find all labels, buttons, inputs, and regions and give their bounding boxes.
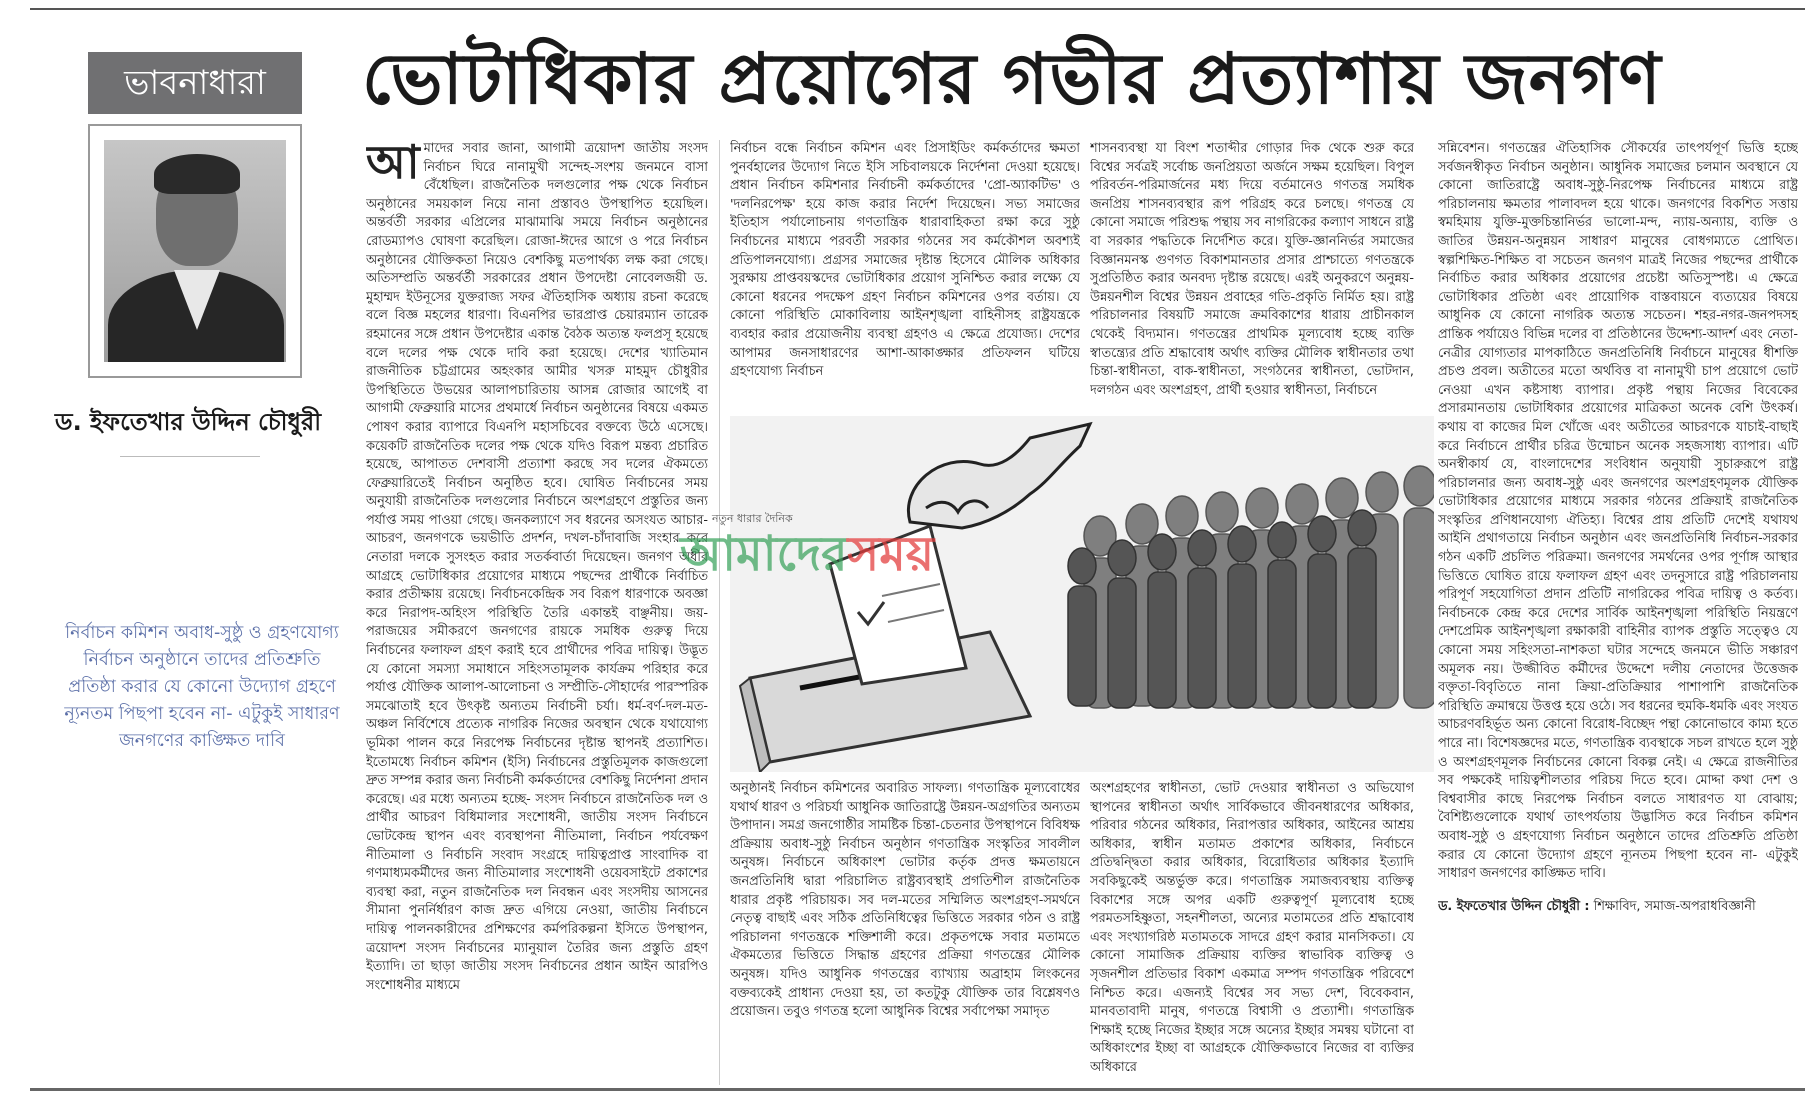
author-signature (1438, 898, 1798, 917)
watermark-tagline: নতুন ধারার দৈনিক (712, 512, 793, 525)
article-column-4 (1438, 140, 1798, 1085)
column-divider (719, 140, 720, 1085)
article-column-1 (366, 140, 708, 1085)
article-column-3-lower (1090, 780, 1414, 1085)
article-text: সন্নিবেশন। গণতন্ত্রের ঐতিহাসিক সৌকর্যের তাৎপর্যপূর্ণ ভিত্তি হচ্ছে সর্বজনস্বীকৃত নির্বাচন অনুষ্ঠান। আধুনিক সমাজের চলমান অবস্থানে যে কোনো জাতিরাষ্ট্রে অবাধ-সুষ্ঠু-নিরপেক্ষ নির্বাচনের মাধ্যমে রাষ্ট্র পরিচালনায় ক্ষমতার পালাবদল হয়ে থাকে। জনগণের বিকশিত সত্তায় স্বমহিমায় যুক্তি-মুক্তচিন্তানির্ভর ভালো-মন্দ, ন্যায়-অন্যায়, ব্যক্তি ও জাতির উন্নয়ন-অনুন্নয়ন সাধারণ মানুষের বোধগম্যতে প্রোথিত। স্বল্পশিক্ষিত-শিক্ষিত বা সচেতন জনগণ মাত্রই নিজের পছন্দের প্রার্থীকে নির্বাচিত করার অধিকার প্রয়োগের প্রচেষ্টা অতিসুস্পষ্ট। এ ক্ষেত্রে ভোটাধিকার প্রতিষ্ঠা এবং প্রায়োগিক বাস্তবায়নে ব্যত্যয়ের বিষয়ে আধুনিক যে কোনো নাগরিক অত্যন্ত সচেতন। শহর-নগর-জনপদসহ প্রান্তিক পর্যায়েও বিভিন্ন দলের বা প্রতিষ্ঠানের উদ্দেশ্য-আদর্শ এবং নেতা-নেত্রীর যোগ্যতার মাপকাঠিতে জনপ্রতিনিধি নির্বাচনে মানুষের ধীশক্তি প্রচণ্ড প্রবল। অতীতের মতো অর্থবিত্ত বা নানামুখী চাপ প্রয়োগে ভোট নেওয়া এখন কষ্টসাধ্য ব্যাপার। প্রকৃষ্ট পন্থায় নিজের বিবেকের প্রসারমানতায় ভোটাধিকার প্রয়োগের মাত্রিকতা অনেক বেশি উৎকর্ষ। কথায় বা কাজের মিল খোঁজে এবং অতীতের আচরণকে যাচাই-বাছাই করে নির্বাচনে প্রার্থীর চরিত্র উন্মোচন অনেক সহজসাধ্য ব্যাপার। এটি অনস্বীকার্য যে, বাংলাদেশের সংবিধান অনুযায়ী সুচারুরূপে রাষ্ট্র পরিচালনার জন্য অবাধ-সুষ্ঠু এবং জনগণের অংশগ্রহণমূলক যৌক্তিক ভোটাধিকার প্রয়োগের মাধ্যমে সরকার গঠনের প্রক্রিয়াই রাজনৈতিক সংস্কৃতির প্রণিধানযোগ্য ঐতিহ্য। বিশ্বের প্রায় প্রতিটি দেশেই যথাযথ আইনি প্রথাগতায়ে নির্বাচন অনুষ্ঠান এবং জনপ্রতিনিধি নির্বাচন-সরকার গঠন একটি প্রচলিত পরিক্রমা। জনগণের সমর্থনের ওপর পূর্ণাঙ্গ আস্থার ভিত্তিতে ঘোষিত রায়ে ফলাফল গ্রহণ এবং তদনুসারে রাষ্ট্র পরিচালনায় পরিপূর্ণ সহযোগিতা প্রদান প্রতিটি নাগরিকের পবিত্র দায়িত্ব ও কর্তব্য। নির্বাচনকে কেন্দ্র করে দেশের সার্বিক আইনশৃঙ্খলা পরিস্থিতি নিয়ন্ত্রণে দেশপ্রেমিক আইনশৃঙ্খলা রক্ষাকারী বাহিনীর ব্যাপক প্রস্তুতি সত্ত্বেও যে কোনো সময় সহিংসতা-নাশকতা ঘটার সন্দেহে জনমনে ভীতি সঞ্চারণ অমূলক নয়। উজ্জীবিত কর্মীদের উদ্দেশে দলীয় নেতাদের উত্তেজক বক্তৃতা-বিবৃতিতে নানা ক্রিয়া-প্রতিক্রিয়ার পাশাপাশি রাজনৈতিক পরিস্থিতি ক্রমান্বয়ে উত্তপ্ত হয়ে ওঠে। সব ধরনের হুমকি-ধমকি এবং সংযত আচরণবহির্ভূত অন্য কোনো বিরোধ-বিচ্ছেদ পন্থা কোনোভাবে কাম্য হতে পারে না। বিশেষজ্ঞদের মতে, গণতান্ত্রিক ব্যবস্থাকে সচল রাখতে হলে সুষ্ঠু ও অংশগ্রহণমূলক নির্বাচনের কোনো বিকল্প নেই। এ ক্ষেত্রে রাজনীতির সব পক্ষকেই দায়িত্বশীলতার পরিচয় দিতে হবে। মোদ্দা কথা দেশ ও বিশ্ববাসীর কাছে নিরপেক্ষ নির্বাচন বলতে সাধারণত যা বোঝায়; বৈশিষ্ট্যগুলোকে যথার্থ তাৎপর্যতায় উদ্ভাসিত করে নির্বাচন কমিশন অবাধ-সুষ্ঠু ও গ্রহণযোগ্য নির্বাচন অনুষ্ঠানে তাদের প্রতিশ্রুতি প্রতিষ্ঠা করার যে কোনো উদ্যোগ গ্রহণে ন্যূনতম পিছপা হবেন না- এটুকুই সাধারণ জনগণের কাঙ্ক্ষিত দাবি। (1438, 141, 1798, 882)
section-tag: ভাবনাধারা (88, 52, 302, 114)
author-photo (88, 124, 302, 378)
headline: ভোটাধিকার প্রয়োগের গভীর প্রত্যাশায় জনগণ (362, 37, 1662, 120)
article-text: অংশগ্রহণের স্বাধীনতা, ভোট দেওয়ার স্বাধীনতা ও অভিযোগ স্থাপনের স্বাধীনতা অর্থাৎ সার্বিকভাবে জীবনধারণের অধিকার, পরিবার গঠনের অধিকার, নিরাপত্তার অধিকার, আইনের আশ্রয় অধিকার, স্বাধীন মতামত প্রকাশের অধিকার, নির্বাচনে প্রতিদ্বন্দ্বিতা করার অধিকার, বিরোধিতার অধিকার ইত্যাদি সবকিছুকেই অন্তর্ভুক্ত করে। গণতান্ত্রিক সমাজব্যবস্থায় ব্যক্তিত্ব বিকাশের সঙ্গে অপর একটি গুরুত্বপূর্ণ মূল্যবোধ হচ্ছে পরমতসহিষ্ণুতা, সহনশীলতা, অন্যের মতামতের প্রতি শ্রদ্ধাবোধ এবং সংখ্যাগরিষ্ঠ মতামতকে সাদরে গ্রহণ করার মানসিকতা। যে কোনো সামাজিক প্রক্রিয়ায় ব্যক্তির স্বাভাবিক ব্যক্তিত্ব ও সৃজনশীল প্রতিভার বিকাশ একমাত্র সম্পদ গণতান্ত্রিক পরিবেশে নিশ্চিত করে। এজন্যই বিশ্বের সব সভ্য দেশ, বিবেকবান, মানবতাবাদী মানুষ, গণতন্ত্রে বিশ্বাসী ও প্রত্যাশী। গণতান্ত্রিক শিক্ষাই হচ্ছে নিজের ইচ্ছার সঙ্গে অন্যের ইচ্ছার সমন্বয় ঘটানো বা অধিকাংশের ইচ্ছা বা আগ্রহকে যৌক্তিকভাবে নিজের বা ব্যক্তির অধিকারে (1090, 781, 1414, 1075)
article-column-2 (730, 140, 1080, 406)
drop-cap: আ (366, 140, 420, 189)
portrait (104, 140, 286, 362)
article-text: নির্বাচন বন্ধে নির্বাচন কমিশন এবং প্রিসাইডিং কর্মকর্তাদের ক্ষমতা পুনর্বহালের উদ্যোগ নিতে ইসি সচিবালয়কে নির্দেশনা দেওয়া হয়েছে। প্রধান নির্বাচন কমিশনার নির্বাচনী কর্মকর্তাদের 'প্রো-অ্যাকটিভ' ও 'দলনিরপেক্ষ' হয়ে কাজ করার নির্দেশ দিয়েছেন। সভ্য সমাজের ইতিহাস পর্যালোচনায় গণতান্ত্রিক ধারাবাহিকতা রক্ষা করে সুষ্ঠু নির্বাচনের মাধ্যমে পরবর্তী সরকার গঠনের সব কর্মকৌশল অবশ্যই প্রতিপালনযোগ্য। প্রগ্রসর সমাজের দৃষ্টান্ত হিসেবে মৌলিক অধিকার সুরক্ষায় প্রাপ্তবয়স্কদের ভোটাধিকার প্রয়োগ সুনিশ্চিত করার লক্ষ্যে যে কোনো ধরনের পদক্ষেপ গ্রহণ নির্বাচন কমিশনের ওপর বর্তায়। যে কোনো পরিস্থিতি মোকাবিলায় আইনশৃঙ্খলা বাহিনীসহ রাষ্ট্রযন্ত্রকে ব্যবহার করার প্রয়োজনীয় ব্যবস্থা গ্রহণও এ ক্ষেত্রে প্রযোজ্য। দেশের আপামর জনসাধারণের আশা-আকাঙ্ক্ষার প্রতিফলন ঘটিয়ে গ্রহণযোগ্য নির্বাচন (730, 141, 1080, 380)
signature-name: ড. ইফতেখার উদ্দিন চৌধুরী : (1438, 898, 1590, 914)
watermark-part-b: সময় (847, 526, 935, 582)
article-text: শাসনব্যবস্থা যা বিংশ শতাব্দীর গোড়ার দিক থেকে শুরু করে বিশ্বের সর্বত্রই সর্বোচ্চ জনপ্রিয়তা অর্জনে সক্ষম হয়েছিল। বিপুল পরিবর্তন-পরিমার্জনের মধ্য দিয়ে বর্তমানেও গণতন্ত্র সমধিক জনপ্রিয় শাসনব্যবস্থার রূপ পরিগ্রহ করে চলছে। গণতন্ত্র যে কোনো সমাজে পরিশুদ্ধ পন্থায় সব নাগরিকের কল্যাণ সাধনে রাষ্ট্র বা সরকার পদ্ধতিকে নির্দেশিত করে। যুক্তি-জ্ঞাননির্ভর সমাজের বিজ্ঞানমনস্ক গুণগত বিকাশমানতার প্রসার প্রাশ্চাত্যে গণতন্ত্রকে সুপ্রতিষ্ঠিত করার অনবদ্য দৃষ্টান্ত রয়েছে। এরই অনুকরণে অনুন্নয়-উন্নয়নশীল বিশ্বের উন্নয়ন প্রবাহের গতি-প্রকৃতি নির্মিত হয়। রাষ্ট্র পরিচালনার বিষয়টি সমাজে ক্রমবিকাশের ধারায় প্রাচীনকাল থেকেই বিদ্যমান। গণতন্ত্রের প্রাথমিক মূল্যবোধ হচ্ছে ব্যক্তি স্বাতন্ত্র্যের প্রতি শ্রদ্ধাবোধ অর্থাৎ ব্যক্তির মৌলিক স্বাধীনতার তথা চিন্তা-স্বাধীনতা, বাক-স্বাধীনতা, সংগঠনের স্বাধীনতা, ভোটদান, দলগঠন এবং অংশগ্রহণ, প্রার্থী হওয়ার স্বাধীনতা, নির্বাচনে (1090, 141, 1414, 398)
byline-divider (120, 456, 260, 457)
top-rule (30, 8, 1805, 10)
author-byline: ড. ইফতেখার উদ্দিন চৌধুরী (54, 408, 322, 436)
article-column-3 (1090, 140, 1414, 406)
article-text: অনুষ্ঠানই নির্বাচন কমিশনের অবারিত সাফল্য। গণতান্ত্রিক মূল্যবোধের যথার্থ ধারণ ও পরিচর্যা আধুনিক জাতিরাষ্ট্রে উন্নয়ন-অগ্রগতির অন্যতম উপাদান। সমগ্র জনগোষ্ঠীর সামষ্টিক চিন্তা-চেতনার উপস্থাপনে বিবিধক্ষ প্রক্রিয়ায় অবাধ-সুষ্ঠু নির্বাচন অনুষ্ঠান গণতান্ত্রিক সংস্কৃতির সাবলীল অনুষঙ্গ। নির্বাচনে অধিকাংশ ভোটার কর্তৃক প্রদত্ত ক্ষমতায়নে জনপ্রতিনিধি দ্বারা পরিচালিত রাষ্ট্রব্যবস্থাই প্রগতিশীল রাজনৈতিক ধারার প্রকৃষ্ট পরিচায়ক। সব দল-মতের সম্মিলিত অংশগ্রহণ-সমর্থনে নেতৃত্ব বাছাই এবং সঠিক প্রতিনিধিত্বের ভিত্তিতে সরকার গঠন ও রাষ্ট্র পরিচালনা গণতন্ত্রকে শক্তিশালী করে। প্রকৃতপক্ষে সবার মতামতে ঐকমত্যের ভিত্তিতে সিদ্ধান্ত গ্রহণের প্রক্রিয়া গণতন্ত্রের মৌলিক অনুষঙ্গ। যদিও আধুনিক গণতন্ত্রের ব্যাখ্যায় অব্রাহাম লিংকনের বক্তব্যকেই প্রাধান্য দেওয়া হয়, তা কতটুকু যৌক্তিক তার বিশ্লেষণও প্রয়োজন। তবুও গণতন্ত্র হলো আধুনিক বিশ্বের সর্বাপেক্ষা সমাদৃত (730, 781, 1080, 1020)
publisher-watermark (680, 524, 1160, 584)
voting-illustration (730, 416, 1434, 772)
article-text: মাদের সবার জানা, আগামী ত্রয়োদশ জাতীয় সংসদ নির্বাচন ঘিরে নানামুখী সন্দেহ-সংশয় জনমনে বাসা বেঁধেছিল। রাজনৈতিক দলগুলোর পক্ষ থেকে নির্বাচন অনুষ্ঠানের সময়কাল নিয়ে নানা প্রস্তাবও উপস্থাপিত হয়েছিল। অন্তর্বর্তী সরকার এপ্রিলের মাঝামাঝি সময়ে নির্বাচন অনুষ্ঠানের রোডম্যাপও ঘোষণা করেছিল। রোজা-ঈদের আগে ও পরে নির্বাচন অনুষ্ঠানের যৌক্তিকতা নিয়েও বেশকিছু মতপার্থক্য লক্ষ করা গেছে। অতিসম্প্রতি অন্তর্বর্তী সরকারের প্রধান উপদেষ্টা নোবেলজয়ী ড. মুহাম্মদ ইউনূসের যুক্তরাজ্য সফর ঐতিহাসিক অধ্যায় রচনা করেছে বলে বিজ্ঞ মহলের ধারণা। বিএনপির ভারপ্রাপ্ত চেয়ারম্যান তারেক রহমানের সঙ্গে প্রধান উপদেষ্টার একান্ত বৈঠক অত্যন্ত ফলপ্রসূ হয়েছে বলে দলের পক্ষ থেকে দাবি করা হয়েছে। দেশের খ্যাতিমান রাজনীতিক চট্টগ্রামের অহংকার আমীর খসরু মাহমুদ চৌধুরীর উপস্থিতিতে উভয়ের আলাপচারিতায় আসন্ন রোজার আগেই বা আগামী ফেব্রুয়ারি মাসের প্রথমার্ধে নির্বাচন অনুষ্ঠানের বিষয়ে একমত পোষণ করার ব্যাপারে বিএনপি মহাসচিবের বক্তব্যে উঠে এসেছে। কয়েকটি রাজনৈতিক দলের পক্ষ থেকে যদিও বিরূপ মন্তব্য প্রচারিত হয়েছে, আপাতত দেশবাসী প্রত্যাশা করছে সব দলের ঐকমত্যে ফেব্রুয়ারিতেই নির্বাচন অনুষ্ঠিত হবে। ঘোষিত নির্বাচনের সময় অনুযায়ী রাজনৈতিক দলগুলোর নির্বাচনে অংশগ্রহণে প্রস্তুতির জন্য পর্যাপ্ত সময় পাওয়া গেছে। জনকল্যাণে সব ধরনের অসংযত আচার-আচরণ, জনগণকে ভয়ভীতি প্রদর্শন, দখল-চাঁদাবাজি সংহার করে নেতারা দলকে সুসংহত করার সতর্কবার্তা দিয়েছেন। জনগণ অধীর আগ্রহে ভোটাধিকার প্রয়োগের মাধ্যমে পছন্দের প্রার্থীকে নির্বাচিত করার প্রতীক্ষায় রয়েছে। নির্বাচনকেন্দ্রিক সব বিরূপ ধারণাকে অবজ্ঞা করে নিরাপদ-অহিংস পরিস্থিতি তৈরি একান্তই বাঞ্ছনীয়। জয়-পরাজয়ের সমীকরণে জনগণের রায়কে সমধিক গুরুত্ব দিয়ে নির্বাচনের ফলাফল গ্রহণ করাই হবে প্রার্থীদের পবিত্র দায়িত্ব। উদ্ভূত যে কোনো সমস্যা সমাধানে সহিংসতামূলক কার্যক্রম পরিহার করে পর্যাপ্ত যৌক্তিক আলাপ-আলোচনা ও সম্প্রীতি-সৌহার্দের পারস্পরিক সমঝোতাই হবে উৎকৃষ্ট অন্যতম নির্বাচনী চর্যা। ধর্ম-বর্ণ-দল-মত-অঞ্চল নির্বিশেষে প্রত্যেক নাগরিক নিজের অবস্থান থেকে যথাযোগ্য ভূমিকা পালন করে নিরপেক্ষ নির্বাচনের দৃষ্টান্ত স্থাপনই প্রত্যাশিত। ইতোমধ্যে নির্বাচন কমিশন (ইসি) নির্বাচনের প্রস্তুতিমূলক কাজগুলো দ্রুত সম্পন্ন করার জন্য নির্বাচনী কর্মকর্তাদের বেশকিছু নির্দেশনা প্রদান করেছে। এর মধ্যে অন্যতম হচ্ছে- সংসদ নির্বাচনে রাজনৈতিক দল ও প্রার্থীর আচরণ বিধিমালার সংশোধনী, জাতীয় সংসদ নির্বাচনে ভোটকেন্দ্র স্থাপন এবং ব্যবস্থাপনা নীতিমালা, নির্বাচন পর্যবেক্ষণ নীতিমালা ও নির্বাচনি সংবাদ সংগ্রহে দায়িত্বপ্রাপ্ত সাংবাদিক বা গণমাধ্যমকর্মীদের জন্য নীতিমালার সংশোধনী ওয়েবসাইটে প্রকাশের ব্যবস্থা করা, নতুন রাজনৈতিক দল নিবন্ধন এবং সংসদীয় আসনের সীমানা পুনর্নির্ধারণ কাজ দ্রুত এগিয়ে নেওয়া, জাতীয় নির্বাচনে দায়িত্ব পালনকারীদের প্রশিক্ষণের কর্মপরিকল্পনা ইসিতে উপস্থাপন, ত্রয়োদশ সংসদ নির্বাচনের ম্যানুয়াল তৈরির জন্য প্রস্তুতি গ্রহণ ইত্যাদি। তা ছাড়া জাতীয় সংসদ নির্বাচনের প্রধান আইন আরপিও সংশোধনীর মাধ্যমে (366, 141, 708, 993)
pull-quote: নির্বাচন কমিশন অবাধ-সুষ্ঠু ও গ্রহণযোগ্য নির্বাচন অনুষ্ঠানে তাদের প্রতিশ্রুতি প্রতিষ্ঠা করার যে কোনো উদ্যোগ গ্রহণে ন্যূনতম পিছপা হবেন না- এটুকুই সাধারণ জনগণের কাঙ্ক্ষিত দাবি (64, 623, 340, 751)
bottom-rule (30, 1088, 1805, 1091)
watermark-part-a: আমাদের (680, 526, 848, 582)
article-column-2-lower (730, 780, 1080, 1085)
ballot-drawing (730, 416, 1434, 772)
signature-role: শিক্ষাবিদ, সমাজ-অপরাধবিজ্ঞানী (1593, 898, 1756, 914)
